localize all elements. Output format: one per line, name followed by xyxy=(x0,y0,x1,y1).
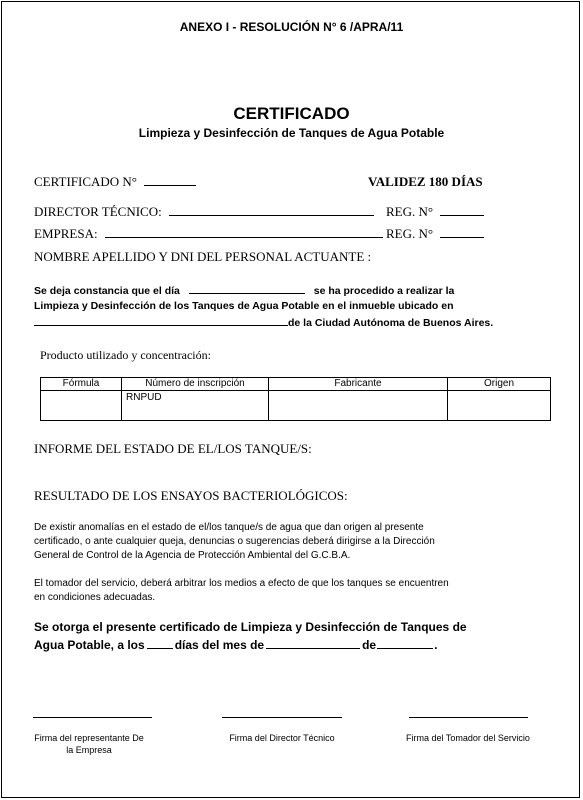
statement-line-1 xyxy=(34,282,454,299)
statement-part-1: Se deja constancia que el día xyxy=(34,285,180,297)
address-blank[interactable] xyxy=(34,314,288,326)
director-signature-line[interactable] xyxy=(222,717,342,718)
client-note-line-2: en condiciones adecuadas. xyxy=(34,592,156,603)
table-row xyxy=(41,391,551,421)
grant-part-c: de xyxy=(362,638,377,652)
cell-registration[interactable]: RNPUD xyxy=(122,391,269,421)
company-reg-row xyxy=(386,226,484,242)
col-registration: Número de inscripción xyxy=(122,378,269,391)
client-note-line-1: El tomador del servicio, deberá arbitrar los medios a efecto de que los tanques se encuentren xyxy=(34,578,449,589)
grant-part-b: días del mes de xyxy=(174,638,265,652)
company-reg-blank[interactable] xyxy=(440,226,484,238)
client-signature-label: Firma del Tomador del Servicio xyxy=(406,733,530,743)
statement-part-2: se ha procedido a realizar la xyxy=(313,285,455,297)
director-signature-label: Firma del Director Técnico xyxy=(229,733,335,743)
director-reg-row xyxy=(386,204,484,220)
client-signature-line[interactable] xyxy=(409,717,528,718)
col-manufacturer: Fabricante xyxy=(269,378,448,391)
grant-line-1: Se otorga el presente certificado de Limpieza y Desinfección de Tanques de xyxy=(34,620,467,634)
date-blank[interactable] xyxy=(189,282,305,294)
year-blank[interactable] xyxy=(377,637,433,649)
statement-part-3: de la Ciudad Autónoma de Buenos Aires. xyxy=(288,317,494,329)
director-label: DIRECTOR TÉCNICO: xyxy=(34,204,162,219)
company-blank[interactable] xyxy=(105,226,383,238)
cell-manufacturer[interactable] xyxy=(269,391,448,421)
anomalies-line-3: General de Control de la Agencia de Protección Ambiental del G.C.B.A. xyxy=(34,550,351,561)
company-reg-label: REG. N° xyxy=(386,226,434,241)
cell-origin[interactable] xyxy=(448,391,551,421)
company-rep-signature-label: Firma del representante De la Empresa xyxy=(34,733,144,755)
company-row xyxy=(34,226,383,242)
director-blank[interactable] xyxy=(169,204,374,216)
cert-number-row xyxy=(34,174,196,190)
cell-formula[interactable] xyxy=(41,391,122,421)
director-row xyxy=(34,204,374,220)
tank-report-label: INFORME DEL ESTADO DE EL/LOS TANQUE/S: xyxy=(34,441,312,456)
certificate-subtitle: Limpieza y Desinfección de Tanques de Agua Potable xyxy=(138,126,445,140)
col-formula: Fórmula xyxy=(41,378,122,391)
anomalies-line-2: certificado, o ante cualquier queja, denuncias o sugerencias deberá dirigirse a la Dirección xyxy=(34,536,435,547)
validity-label: VALIDEZ 180 DÍAS xyxy=(368,174,483,189)
company-label: EMPRESA: xyxy=(34,226,98,241)
anomalies-line-1: De existir anomalías en el estado de el/los tanque/s de agua que dan origen al presente xyxy=(34,522,424,533)
statement-line-3 xyxy=(34,314,493,331)
bacterio-label: RESULTADO DE LOS ENSAYOS BACTERIOLÓGICOS: xyxy=(34,488,348,503)
month-blank[interactable] xyxy=(266,637,360,649)
grant-line-2 xyxy=(34,637,437,652)
cert-number-label: CERTIFICADO N° xyxy=(34,174,138,189)
company-rep-signature-line[interactable] xyxy=(33,717,152,718)
day-blank[interactable] xyxy=(147,637,173,649)
certificate-title: CERTIFICADO xyxy=(233,104,350,123)
annex-header: ANEXO I - RESOLUCIÓN N° 6 /APRA/11 xyxy=(179,20,404,34)
grant-part-d: . xyxy=(434,638,438,652)
product-label: Producto utilizado y concentración: xyxy=(40,348,211,362)
statement-line-2: Limpieza y Desinfección de los Tanques de Agua Potable en el inmueble ubicado en xyxy=(34,300,454,312)
grant-part-a: Agua Potable, a los xyxy=(34,638,145,652)
director-reg-blank[interactable] xyxy=(440,204,484,216)
col-origin: Origen xyxy=(448,378,551,391)
personnel-label: NOMBRE APELLIDO Y DNI DEL PERSONAL ACTUANTE : xyxy=(34,249,372,264)
cert-number-blank[interactable] xyxy=(144,174,196,186)
director-reg-label: REG. N° xyxy=(386,204,434,219)
product-table xyxy=(40,377,551,421)
